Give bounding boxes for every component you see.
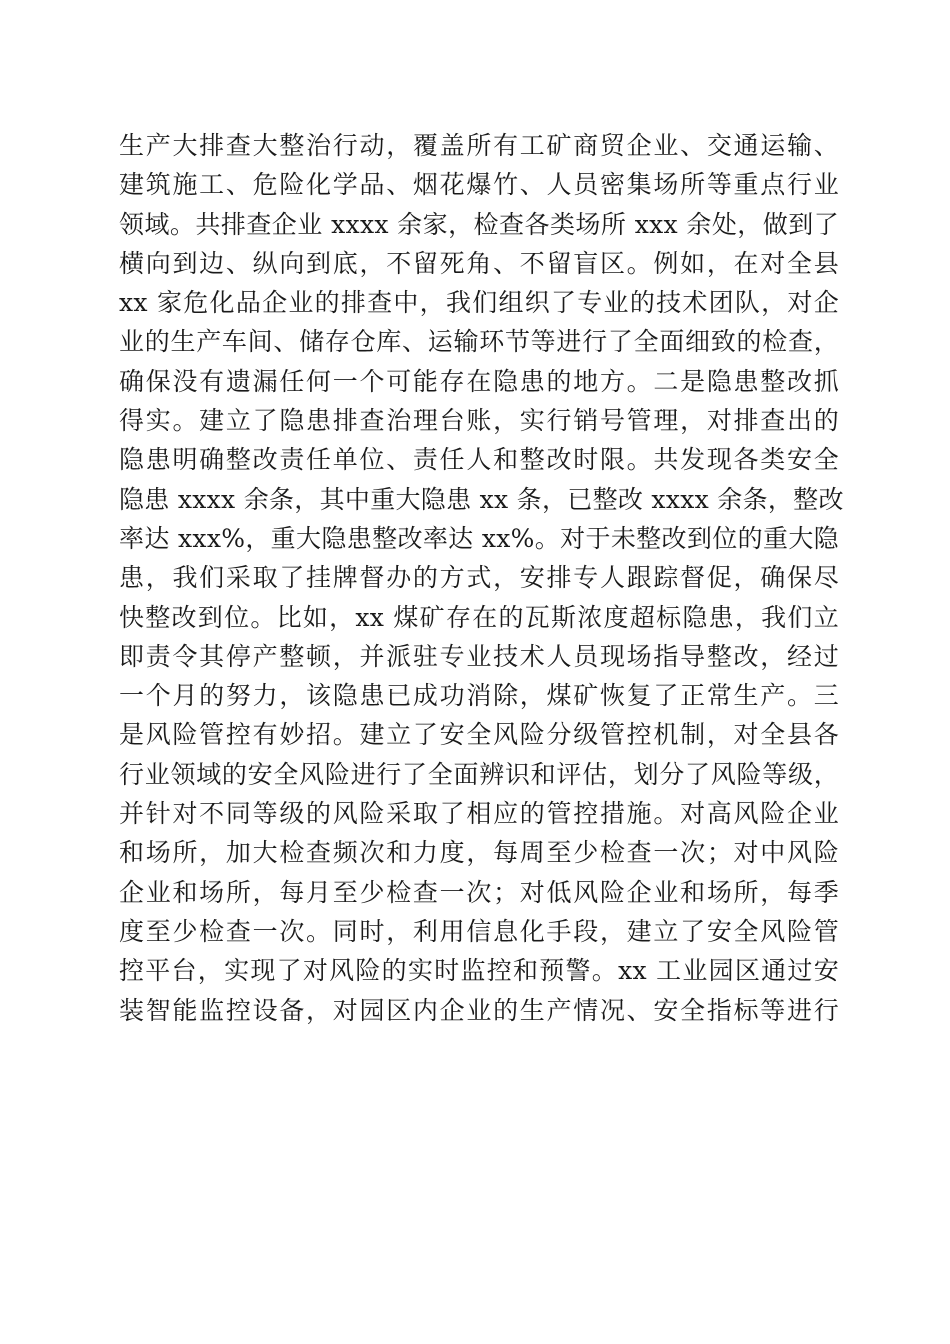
text-line: 率达 xxx%，重大隐患整改率达 xx%。对于未整改到位的重大隐 — [119, 523, 839, 553]
text-line: 并针对不同等级的风险采取了相应的管控措施。对高风险企业 — [119, 799, 839, 829]
text-line: 患，我们采取了挂牌督办的方式，安排专人跟踪督促，确保尽 — [119, 563, 839, 593]
text-line: 横向到边、纵向到底，不留死角、不留盲区。例如，在对全县 — [119, 248, 839, 278]
text-line: 和场所，加大检查频次和力度，每周至少检查一次；对中风险 — [119, 838, 839, 868]
text-line: 确保没有遗漏任何一个可能存在隐患的地方。二是隐患整改抓 — [119, 366, 839, 396]
text-line: 隐患 xxxx 余条，其中重大隐患 xx 条，已整改 xxxx 余条，整改 — [119, 484, 844, 514]
text-line: 控平台，实现了对风险的实时监控和预警。xx 工业园区通过安 — [119, 956, 839, 986]
text-line: 隐患明确整改责任单位、责任人和整改时限。共发现各类安全 — [119, 445, 839, 475]
text-line: 领域。共排查企业 xxxx 余家，检查各类场所 xxx 余处，做到了 — [119, 209, 839, 239]
text-line: 生产大排查大整治行动，覆盖所有工矿商贸企业、交通运输、 — [119, 131, 839, 160]
text-line: 装智能监控设备，对园区内企业的生产情况、安全指标等进行 — [119, 995, 839, 1025]
text-line: 建筑施工、危险化学品、烟花爆竹、人员密集场所等重点行业 — [119, 170, 839, 200]
text-line: xx 家危化品企业的排查中，我们组织了专业的技术团队，对企 — [119, 288, 839, 318]
text-line: 一个月的努力，该隐患已成功消除，煤矿恢复了正常生产。三 — [119, 681, 839, 711]
text-line: 企业和场所，每月至少检查一次；对低风险企业和场所，每季 — [119, 877, 839, 907]
body-text — [119, 126, 844, 1030]
text-line: 业的生产车间、储存仓库、运输环节等进行了全面细致的检查， — [119, 327, 839, 357]
text-line: 得实。建立了隐患排查治理台账，实行销号管理，对排查出的 — [119, 406, 839, 436]
text-line: 度至少检查一次。同时，利用信息化手段，建立了安全风险管 — [119, 916, 839, 946]
text-line: 即责令其停产整顿，并派驻专业技术人员现场指导整改，经过 — [119, 641, 839, 671]
text-line: 是风险管控有妙招。建立了安全风险分级管控机制，对全县各 — [119, 720, 839, 750]
text-line: 行业领域的安全风险进行了全面辨识和评估，划分了风险等级， — [119, 759, 839, 789]
text-line: 快整改到位。比如，xx 煤矿存在的瓦斯浓度超标隐患，我们立 — [119, 602, 839, 632]
